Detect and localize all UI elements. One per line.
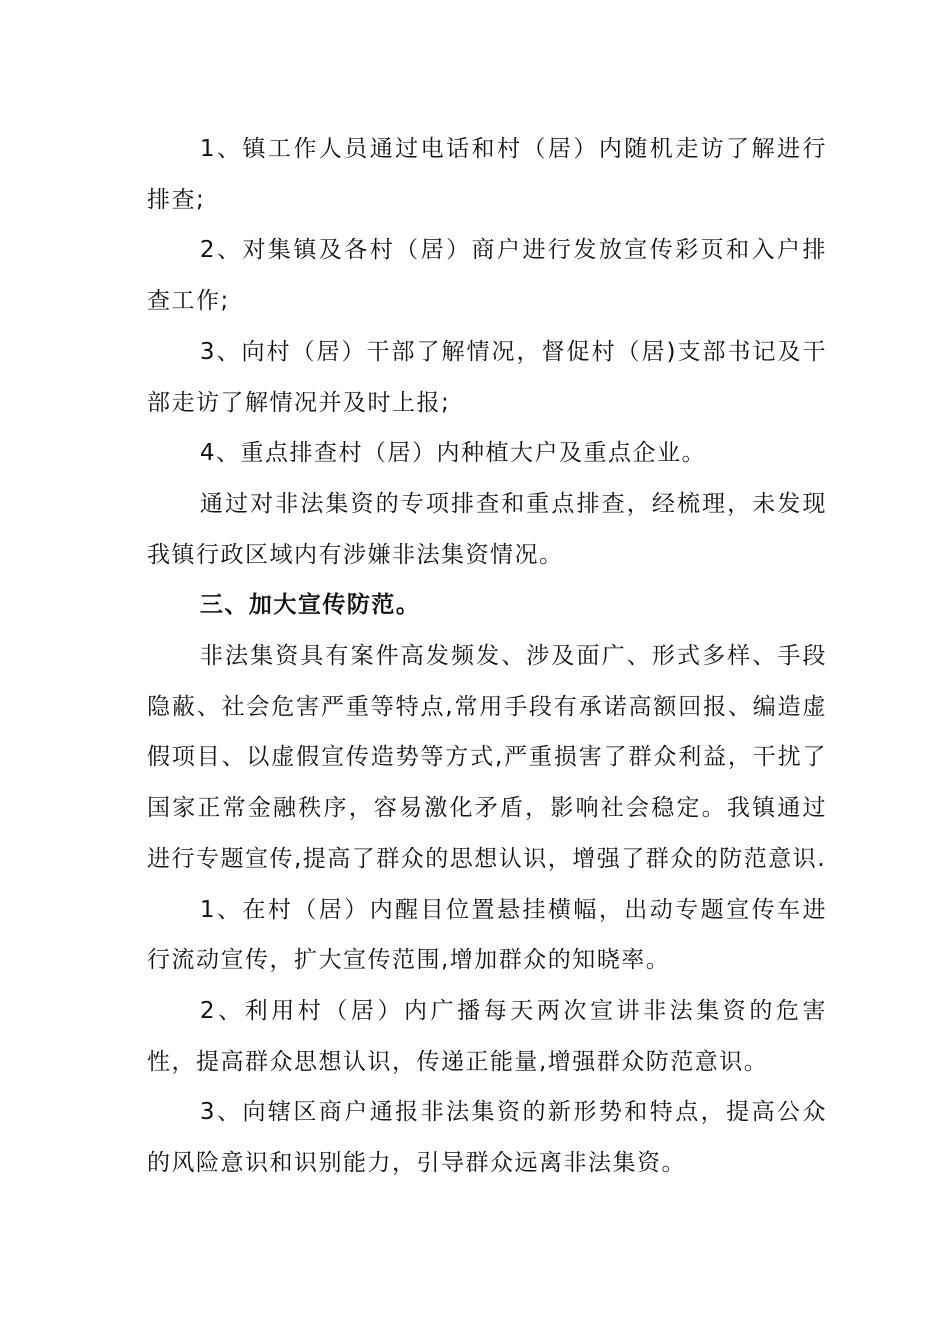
paragraph-item-3: 3、向村（居）干部了解情况，督促村（居)支部书记及干部走访了解情况并及时上报; [147, 338, 827, 416]
section-heading-3: 三、加大宣传防范。 [199, 592, 421, 619]
paragraph-measure-1: 1、在村（居）内醒目位置悬挂横幅，出动专题宣传车进行流动宣传，扩大宣传范围,增加群众的知晓率。 [147, 896, 827, 974]
paragraph-summary: 通过对非法集资的专项排查和重点排查，经梳理，未发现我镇行政区域内有涉嫌非法集资情况。 [147, 490, 827, 568]
paragraph-measure-3: 3、向辖区商户通报非法集资的新形势和特点，提高公众的风险意识和识别能力，引导群众远离非法集资。 [147, 1099, 827, 1177]
paragraph-section-intro: 非法集资具有案件高发频发、涉及面广、形式多样、手段隐蔽、社会危害严重等特点,常用手段有承诺高额回报、编造虚假项目、以虚假宣传造势等方式,严重损害了群众利益，干扰了国家正常金融秩序，容易激化矛盾，影响社会稳定。我镇通过进行专题宣传,提高了群众的思想认识，增强了群众的防范意识. [147, 643, 827, 872]
paragraph-item-1: 1、镇工作人员通过电话和村（居）内随机走访了解进行排查; [147, 136, 827, 213]
paragraph-item-2: 2、对集镇及各村（居）商户进行发放宣传彩页和入户排查工作; [147, 237, 827, 315]
paragraph-measure-2: 2、利用村（居）内广播每天两次宣讲非法集资的危害性，提高群众思想认识，传递正能量,增强群众防范意识。 [147, 997, 827, 1075]
document-body [147, 124, 827, 1189]
paragraph-item-4: 4、重点排查村（居）内种植大户及重点企业。 [199, 440, 707, 467]
